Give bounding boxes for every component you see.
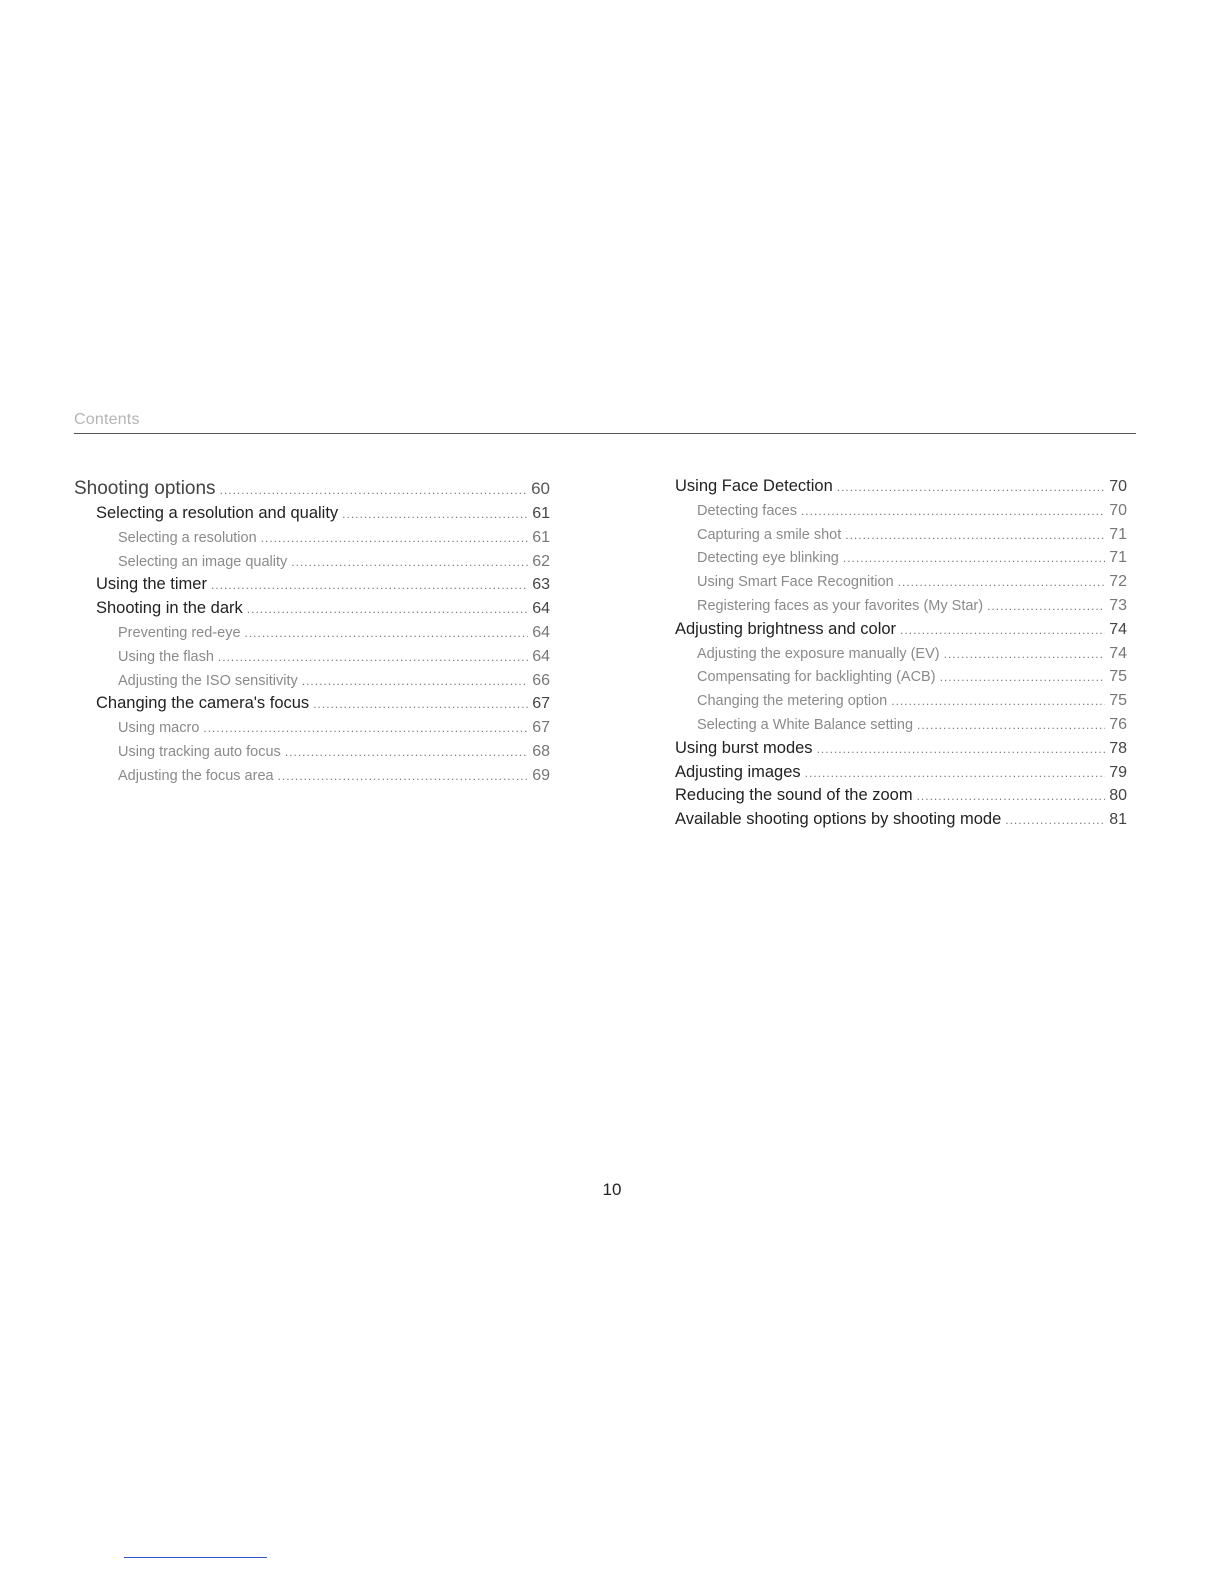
toc-left-column: [74, 475, 550, 788]
dot-leader: [898, 571, 1106, 595]
dot-leader: [944, 643, 1106, 667]
toc-entry-label: Adjusting images: [675, 762, 801, 781]
toc-entry-page: 75: [1109, 692, 1127, 710]
toc-entry-label: Detecting eye blinking: [697, 550, 839, 567]
toc-entry-page: 74: [1109, 644, 1127, 662]
toc-entry-focus-area[interactable]: [74, 764, 550, 788]
toc-entry-zoom-sound[interactable]: [675, 784, 1127, 808]
toc-entry-my-star[interactable]: [675, 594, 1127, 618]
toc-entry-smile-shot[interactable]: [675, 523, 1127, 547]
footer-link-underline: [124, 1557, 267, 1558]
toc-entry-label: Shooting options: [74, 478, 216, 499]
toc-entry-page: 64: [532, 600, 550, 618]
toc-entry-label: Adjusting the exposure manually (EV): [697, 645, 940, 662]
toc-entry-label: Available shooting options by shooting mode: [675, 810, 1002, 829]
dot-leader: [845, 524, 1105, 548]
toc-entry-page: 61: [532, 505, 550, 522]
toc-entry-label: Selecting a White Balance setting: [697, 716, 914, 733]
toc-entry-page: 70: [1109, 501, 1127, 519]
toc-entry-white-balance[interactable]: [675, 713, 1127, 737]
toc-entry-label: Shooting in the dark: [96, 599, 243, 618]
dot-leader: [900, 619, 1105, 643]
dot-leader: [203, 717, 528, 741]
toc-entry-label: Reducing the sound of the zoom: [675, 786, 913, 805]
toc-entry-label: Adjusting the focus area: [118, 767, 274, 784]
toc-entry-page: 75: [1109, 668, 1127, 686]
toc-entry-burst-modes[interactable]: [675, 737, 1127, 761]
page-number: 10: [602, 1180, 622, 1199]
toc-entry-using-flash[interactable]: [74, 645, 550, 669]
toc-entry-camera-focus[interactable]: [74, 692, 550, 716]
dot-leader: [245, 622, 529, 646]
dot-leader: [891, 690, 1105, 714]
toc-entry-page: 66: [532, 671, 550, 689]
dot-leader: [987, 595, 1105, 619]
toc-entry-shooting-options[interactable]: [74, 475, 550, 502]
dot-leader: [1005, 809, 1105, 833]
toc-entry-page: 72: [1109, 573, 1127, 591]
toc-entry-page: 71: [1109, 525, 1127, 543]
toc-entry-resolution-and-quality[interactable]: [74, 502, 550, 526]
toc-entry-label: Preventing red-eye: [118, 624, 241, 641]
dot-leader: [247, 598, 528, 622]
dot-leader: [917, 785, 1106, 809]
toc-entry-page: 71: [1109, 549, 1127, 567]
toc-entry-page: 63: [532, 576, 550, 594]
dot-leader: [220, 477, 528, 504]
toc-entry-label: Selecting a resolution and quality: [96, 504, 339, 522]
toc-entry-page: 61: [532, 528, 550, 546]
toc-entry-brightness-color[interactable]: [675, 618, 1127, 642]
toc-entry-label: Changing the camera's focus: [96, 694, 310, 713]
toc-entry-smart-face-recognition[interactable]: [675, 570, 1127, 594]
toc-entry-page: 74: [1109, 620, 1127, 638]
toc-entry-label: Using macro: [118, 720, 200, 737]
toc-entry-page: 76: [1109, 715, 1127, 733]
dot-leader: [837, 476, 1105, 500]
toc-entry-page: 69: [532, 766, 550, 784]
toc-entry-label: Using the timer: [96, 575, 207, 594]
toc-entry-using-timer[interactable]: [74, 573, 550, 597]
dot-leader: [285, 741, 528, 765]
toc-entry-page: 68: [532, 742, 550, 760]
toc-entry-label: Selecting a resolution: [118, 529, 257, 546]
section-header: Contents: [74, 411, 140, 428]
toc-entry-label: Changing the metering option: [697, 693, 888, 710]
dot-leader: [261, 527, 529, 551]
toc-entry-metering-option[interactable]: [675, 689, 1127, 713]
toc-entry-label: Using Smart Face Recognition: [697, 574, 894, 591]
dot-leader: [805, 762, 1106, 786]
toc-entry-backlighting-acb[interactable]: [675, 665, 1127, 689]
dot-leader: [302, 670, 528, 694]
toc-entry-label: Registering faces as your favorites (My Star): [697, 597, 984, 614]
toc-entry-page: 62: [532, 552, 550, 570]
toc-entry-detecting-faces[interactable]: [675, 499, 1127, 523]
toc-entry-label: Using burst modes: [675, 738, 813, 757]
toc-entry-page: 78: [1109, 739, 1127, 757]
toc-entry-label: Detecting faces: [697, 502, 797, 519]
toc-entry-face-detection[interactable]: [675, 475, 1127, 499]
dot-leader: [313, 693, 528, 717]
dot-leader: [817, 738, 1106, 762]
toc-right-column: [675, 475, 1127, 832]
toc-entry-label: Compensating for backlighting (ACB): [697, 669, 936, 686]
toc-entry-label: Selecting an image quality: [118, 553, 288, 570]
toc-entry-page: 79: [1109, 763, 1127, 781]
toc-entry-tracking-auto-focus[interactable]: [74, 740, 550, 764]
toc-entry-page: 64: [532, 623, 550, 641]
toc-entry-selecting-resolution[interactable]: [74, 526, 550, 550]
toc-entry-label: Using the flash: [118, 648, 214, 665]
dot-leader: [291, 551, 528, 575]
toc-entry-label: Adjusting the ISO sensitivity: [118, 672, 298, 689]
toc-entry-label: Using Face Detection: [675, 477, 833, 495]
toc-entry-page: 81: [1109, 811, 1127, 829]
toc-entry-shooting-in-dark[interactable]: [74, 597, 550, 621]
toc-entry-page: 70: [1109, 478, 1127, 495]
toc-entry-eye-blinking[interactable]: [675, 546, 1127, 570]
toc-entry-page: 67: [532, 719, 550, 737]
dot-leader: [278, 765, 529, 789]
toc-entry-page: 73: [1109, 596, 1127, 614]
toc-entry-page: 67: [532, 695, 550, 713]
toc-entry-page: 80: [1109, 787, 1127, 805]
toc-entry-exposure-ev[interactable]: [675, 642, 1127, 666]
dot-leader: [211, 574, 528, 598]
dot-leader: [218, 646, 528, 670]
toc-entry-label: Adjusting brightness and color: [675, 619, 897, 638]
toc-entry-red-eye[interactable]: [74, 621, 550, 645]
dot-leader: [342, 503, 528, 527]
toc-entry-label: Capturing a smile shot: [697, 526, 842, 543]
toc-entry-available-options[interactable]: [675, 808, 1127, 832]
dot-leader: [940, 666, 1106, 690]
dot-leader: [843, 547, 1105, 571]
toc-entry-image-quality[interactable]: [74, 550, 550, 574]
dot-leader: [801, 500, 1105, 524]
dot-leader: [917, 714, 1105, 738]
toc-entry-page: 60: [531, 479, 550, 498]
toc-entry-label: Using tracking auto focus: [118, 743, 281, 760]
toc-entry-page: 64: [532, 647, 550, 665]
toc-entry-using-macro[interactable]: [74, 716, 550, 740]
toc-entry-adjusting-images[interactable]: [675, 761, 1127, 785]
header-divider: [74, 433, 1136, 434]
toc-entry-iso-sensitivity[interactable]: [74, 669, 550, 693]
